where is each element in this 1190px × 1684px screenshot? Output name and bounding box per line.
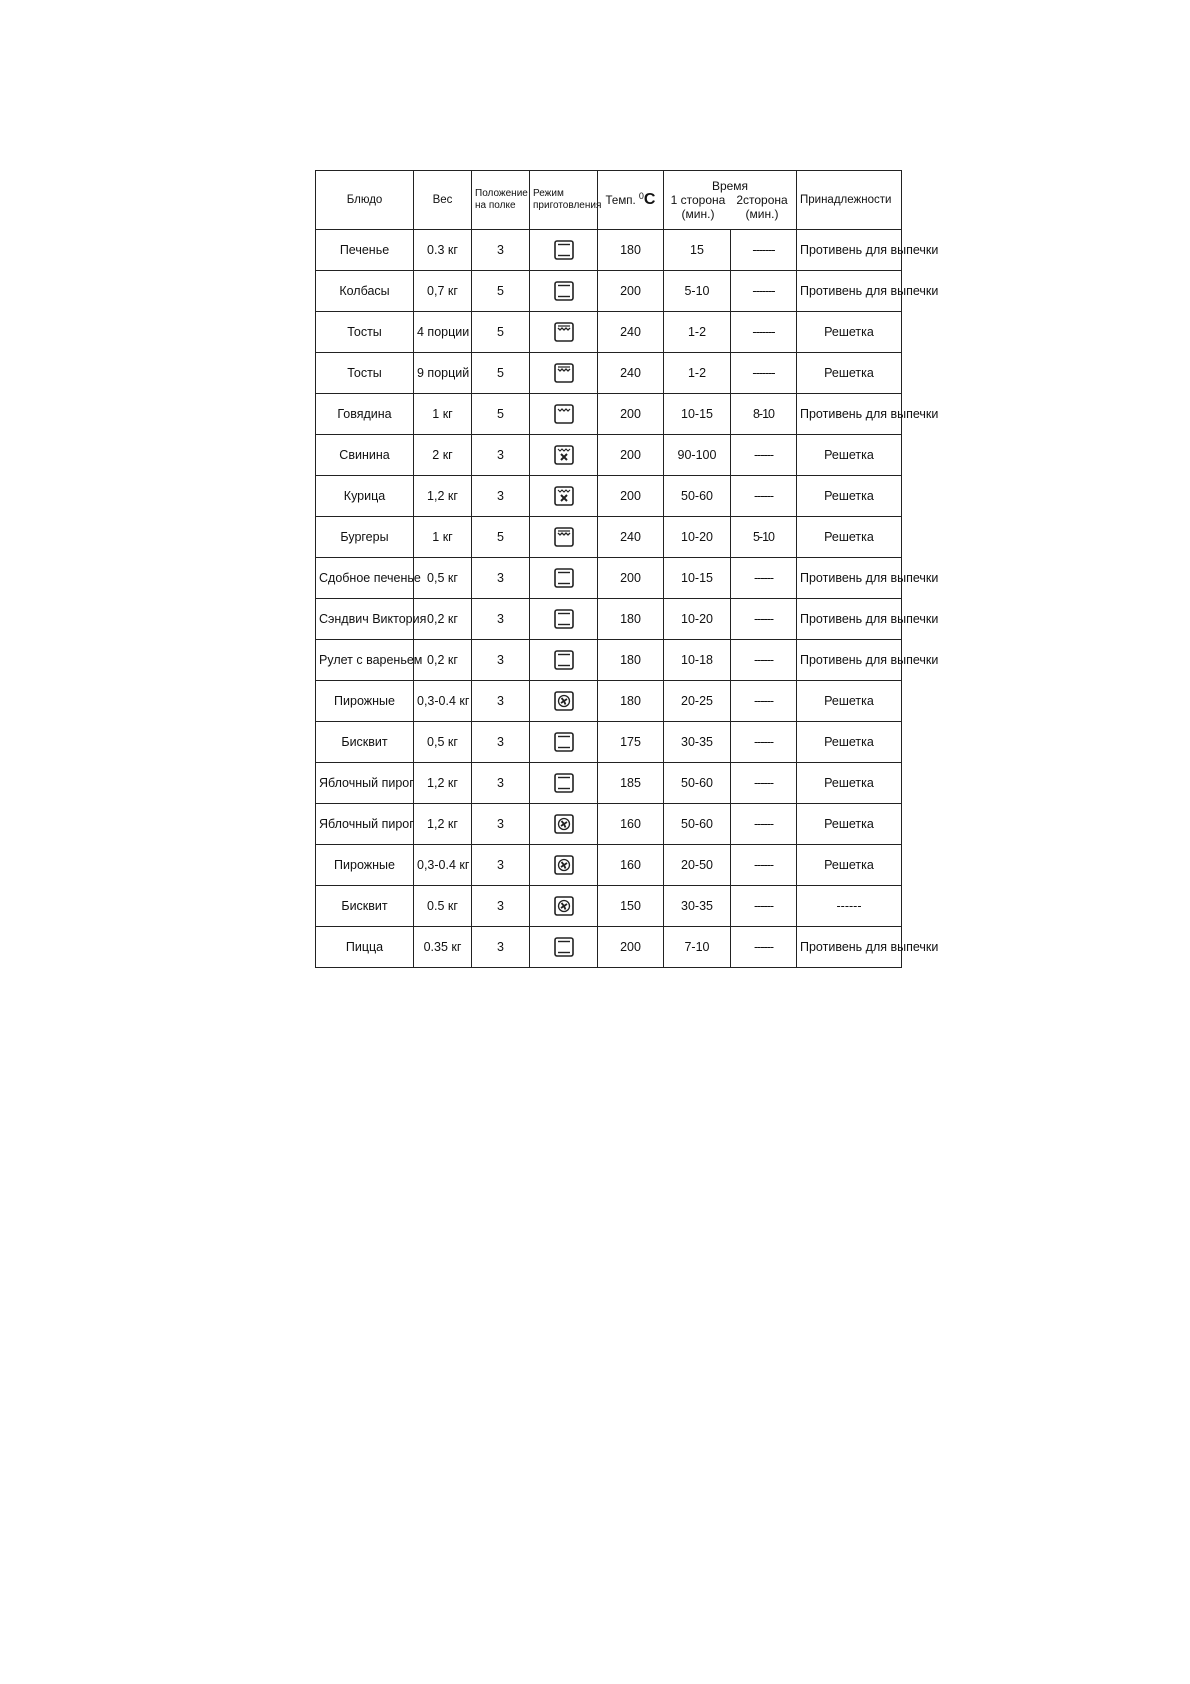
weight-cell: 4 порции bbox=[414, 312, 472, 353]
side2-time-cell: ------ bbox=[731, 804, 797, 845]
mode-cell bbox=[530, 927, 598, 968]
header-temp-prefix: Темп. bbox=[605, 195, 636, 207]
shelf-cell: 5 bbox=[472, 353, 530, 394]
weight-cell: 0.5 кг bbox=[414, 886, 472, 927]
accessories-cell: Решетка bbox=[797, 353, 902, 394]
shelf-cell: 5 bbox=[472, 312, 530, 353]
table-row bbox=[316, 722, 902, 763]
accessories-cell: Противень для выпечки bbox=[797, 927, 902, 968]
side2-time-cell: ------- bbox=[731, 353, 797, 394]
dish-cell: Пирожные bbox=[316, 845, 414, 886]
side1-time-cell: 30-35 bbox=[664, 722, 731, 763]
mode-cell bbox=[530, 845, 598, 886]
mode-cell bbox=[530, 394, 598, 435]
weight-cell: 1,2 кг bbox=[414, 804, 472, 845]
table-row bbox=[316, 845, 902, 886]
conventional-icon bbox=[553, 280, 575, 302]
table-row bbox=[316, 763, 902, 804]
dish-cell: Рулет с вареньем bbox=[316, 640, 414, 681]
dish-cell: Сэндвич Виктория bbox=[316, 599, 414, 640]
temperature-cell: 180 bbox=[598, 681, 664, 722]
dish-cell: Бисквит bbox=[316, 886, 414, 927]
accessories-cell: Противень для выпечки bbox=[797, 271, 902, 312]
dish-cell: Яблочный пирог bbox=[316, 763, 414, 804]
accessories-cell: Решетка bbox=[797, 845, 902, 886]
dish-cell: Бургеры bbox=[316, 517, 414, 558]
shelf-cell: 5 bbox=[472, 271, 530, 312]
dish-cell: Сдобное печенье bbox=[316, 558, 414, 599]
conventional-icon bbox=[553, 731, 575, 753]
shelf-cell: 3 bbox=[472, 230, 530, 271]
header-dish: Блюдо bbox=[316, 171, 414, 230]
temperature-cell: 175 bbox=[598, 722, 664, 763]
shelf-cell: 3 bbox=[472, 927, 530, 968]
mode-cell bbox=[530, 312, 598, 353]
conventional-icon bbox=[553, 649, 575, 671]
side1-time-cell: 30-35 bbox=[664, 886, 731, 927]
mode-cell bbox=[530, 804, 598, 845]
temperature-cell: 240 bbox=[598, 353, 664, 394]
accessories-cell: ------ bbox=[797, 886, 902, 927]
accessories-cell: Противень для выпечки bbox=[797, 558, 902, 599]
side1-time-cell: 1-2 bbox=[664, 353, 731, 394]
side1-time-cell: 10-15 bbox=[664, 394, 731, 435]
mode-cell bbox=[530, 517, 598, 558]
fan-icon bbox=[553, 895, 575, 917]
mode-cell bbox=[530, 476, 598, 517]
grill-icon bbox=[553, 362, 575, 384]
header-mode-label: Режим приготовления bbox=[533, 188, 602, 211]
weight-cell: 1 кг bbox=[414, 517, 472, 558]
side1-time-cell: 15 bbox=[664, 230, 731, 271]
table-row bbox=[316, 599, 902, 640]
table-row bbox=[316, 681, 902, 722]
mode-cell bbox=[530, 271, 598, 312]
side2-time-cell: ------ bbox=[731, 763, 797, 804]
accessories-cell: Противень для выпечки bbox=[797, 599, 902, 640]
turbo-grill-icon bbox=[553, 444, 575, 466]
temperature-cell: 240 bbox=[598, 312, 664, 353]
weight-cell: 0,5 кг bbox=[414, 558, 472, 599]
mode-cell bbox=[530, 763, 598, 804]
mode-cell bbox=[530, 435, 598, 476]
temperature-cell: 240 bbox=[598, 517, 664, 558]
conventional-icon bbox=[553, 567, 575, 589]
weight-cell: 0,3-0.4 кг bbox=[414, 845, 472, 886]
mode-cell bbox=[530, 886, 598, 927]
shelf-cell: 3 bbox=[472, 804, 530, 845]
weight-cell: 0.35 кг bbox=[414, 927, 472, 968]
side2-time-cell: ------ bbox=[731, 558, 797, 599]
mode-cell bbox=[530, 353, 598, 394]
accessories-cell: Решетка bbox=[797, 681, 902, 722]
dish-cell: Тосты bbox=[316, 353, 414, 394]
grill-icon bbox=[553, 526, 575, 548]
temperature-cell: 200 bbox=[598, 927, 664, 968]
shelf-cell: 3 bbox=[472, 886, 530, 927]
shelf-cell: 3 bbox=[472, 558, 530, 599]
accessories-cell: Решетка bbox=[797, 804, 902, 845]
header-shelf bbox=[472, 171, 530, 230]
table-row bbox=[316, 271, 902, 312]
accessories-cell: Противень для выпечки bbox=[797, 640, 902, 681]
temperature-cell: 150 bbox=[598, 886, 664, 927]
header-temp-unit: C bbox=[643, 191, 656, 208]
side2-time-cell: ------ bbox=[731, 599, 797, 640]
header-accessories: Принадлежности bbox=[797, 171, 902, 230]
header-side1: 1 сторона (мин.) bbox=[670, 193, 726, 221]
side1-time-cell: 50-60 bbox=[664, 763, 731, 804]
header-time-label: Время bbox=[711, 179, 749, 193]
side1-time-cell: 10-15 bbox=[664, 558, 731, 599]
side2-time-cell: ------ bbox=[731, 886, 797, 927]
table-row bbox=[316, 804, 902, 845]
table-row bbox=[316, 476, 902, 517]
header-temperature bbox=[598, 171, 664, 230]
side2-time-cell: ------ bbox=[731, 927, 797, 968]
mode-cell bbox=[530, 558, 598, 599]
side1-time-cell: 5-10 bbox=[664, 271, 731, 312]
conventional-icon bbox=[553, 608, 575, 630]
shelf-cell: 5 bbox=[472, 394, 530, 435]
table-row bbox=[316, 312, 902, 353]
accessories-cell: Противень для выпечки bbox=[797, 394, 902, 435]
dish-cell: Колбасы bbox=[316, 271, 414, 312]
conventional-icon bbox=[553, 239, 575, 261]
weight-cell: 0,2 кг bbox=[414, 599, 472, 640]
side2-time-cell: ------ bbox=[731, 435, 797, 476]
side2-time-cell: ------- bbox=[731, 230, 797, 271]
top-heat-icon bbox=[553, 403, 575, 425]
dish-cell: Яблочный пирог bbox=[316, 804, 414, 845]
weight-cell: 0,7 кг bbox=[414, 271, 472, 312]
table-row bbox=[316, 517, 902, 558]
shelf-cell: 3 bbox=[472, 845, 530, 886]
grill-icon bbox=[553, 321, 575, 343]
shelf-cell: 3 bbox=[472, 681, 530, 722]
temperature-cell: 180 bbox=[598, 599, 664, 640]
accessories-cell: Решетка bbox=[797, 435, 902, 476]
side2-time-cell: ------ bbox=[731, 476, 797, 517]
weight-cell: 1,2 кг bbox=[414, 763, 472, 804]
temperature-cell: 200 bbox=[598, 435, 664, 476]
accessories-cell: Решетка bbox=[797, 312, 902, 353]
conventional-icon bbox=[553, 936, 575, 958]
shelf-cell: 3 bbox=[472, 640, 530, 681]
table-row bbox=[316, 886, 902, 927]
turbo-grill-icon bbox=[553, 485, 575, 507]
side1-time-cell: 90-100 bbox=[664, 435, 731, 476]
table-row bbox=[316, 230, 902, 271]
weight-cell: 0,3-0.4 кг bbox=[414, 681, 472, 722]
dish-cell: Тосты bbox=[316, 312, 414, 353]
table-row bbox=[316, 353, 902, 394]
mode-cell bbox=[530, 640, 598, 681]
dish-cell: Бисквит bbox=[316, 722, 414, 763]
mode-cell bbox=[530, 722, 598, 763]
dish-cell: Пицца bbox=[316, 927, 414, 968]
side2-time-cell: ------ bbox=[731, 845, 797, 886]
cooking-table-sheet bbox=[315, 170, 939, 968]
dish-cell: Печенье bbox=[316, 230, 414, 271]
accessories-cell: Решетка bbox=[797, 722, 902, 763]
weight-cell: 0,5 кг bbox=[414, 722, 472, 763]
accessories-cell: Решетка bbox=[797, 763, 902, 804]
conventional-icon bbox=[553, 772, 575, 794]
dish-cell: Свинина bbox=[316, 435, 414, 476]
header-shelf-label: Положение на полке bbox=[475, 188, 528, 211]
side1-time-cell: 10-20 bbox=[664, 517, 731, 558]
side1-time-cell: 20-25 bbox=[664, 681, 731, 722]
side1-time-cell: 10-20 bbox=[664, 599, 731, 640]
side2-time-cell: ------- bbox=[731, 271, 797, 312]
accessories-cell: Решетка bbox=[797, 476, 902, 517]
weight-cell: 9 порций bbox=[414, 353, 472, 394]
accessories-cell: Решетка bbox=[797, 517, 902, 558]
side1-time-cell: 20-50 bbox=[664, 845, 731, 886]
side2-time-cell: ------ bbox=[731, 640, 797, 681]
side2-time-cell: ------ bbox=[731, 722, 797, 763]
shelf-cell: 5 bbox=[472, 517, 530, 558]
mode-cell bbox=[530, 681, 598, 722]
temperature-cell: 185 bbox=[598, 763, 664, 804]
temperature-cell: 200 bbox=[598, 394, 664, 435]
temperature-cell: 160 bbox=[598, 845, 664, 886]
side2-time-cell: ------- bbox=[731, 312, 797, 353]
table-row bbox=[316, 927, 902, 968]
side1-time-cell: 50-60 bbox=[664, 476, 731, 517]
fan-icon bbox=[553, 813, 575, 835]
table-header-row bbox=[316, 171, 902, 230]
shelf-cell: 3 bbox=[472, 599, 530, 640]
table-row bbox=[316, 558, 902, 599]
header-weight: Вес bbox=[414, 171, 472, 230]
side1-time-cell: 10-18 bbox=[664, 640, 731, 681]
weight-cell: 1,2 кг bbox=[414, 476, 472, 517]
fan-icon bbox=[553, 854, 575, 876]
temperature-cell: 180 bbox=[598, 230, 664, 271]
weight-cell: 0,2 кг bbox=[414, 640, 472, 681]
weight-cell: 0.3 кг bbox=[414, 230, 472, 271]
shelf-cell: 3 bbox=[472, 722, 530, 763]
dish-cell: Пирожные bbox=[316, 681, 414, 722]
cooking-table bbox=[315, 170, 939, 968]
weight-cell: 1 кг bbox=[414, 394, 472, 435]
header-time bbox=[664, 171, 797, 230]
dish-cell: Курица bbox=[316, 476, 414, 517]
temperature-cell: 180 bbox=[598, 640, 664, 681]
fan-icon bbox=[553, 690, 575, 712]
side1-time-cell: 7-10 bbox=[664, 927, 731, 968]
shelf-cell: 3 bbox=[472, 763, 530, 804]
temperature-cell: 160 bbox=[598, 804, 664, 845]
dish-cell: Говядина bbox=[316, 394, 414, 435]
table-row bbox=[316, 435, 902, 476]
side2-time-cell: 8-10 bbox=[731, 394, 797, 435]
side1-time-cell: 50-60 bbox=[664, 804, 731, 845]
accessories-cell: Противень для выпечки bbox=[797, 230, 902, 271]
side2-time-cell: ------ bbox=[731, 681, 797, 722]
shelf-cell: 3 bbox=[472, 476, 530, 517]
temperature-cell: 200 bbox=[598, 476, 664, 517]
header-temp-degree: 0 bbox=[638, 191, 644, 202]
header-mode bbox=[530, 171, 602, 230]
shelf-cell: 3 bbox=[472, 435, 530, 476]
side2-time-cell: 5-10 bbox=[731, 517, 797, 558]
temperature-cell: 200 bbox=[598, 271, 664, 312]
temperature-cell: 200 bbox=[598, 558, 664, 599]
table-row bbox=[316, 394, 902, 435]
side1-time-cell: 1-2 bbox=[664, 312, 731, 353]
weight-cell: 2 кг bbox=[414, 435, 472, 476]
header-side2: 2сторона (мин.) bbox=[736, 193, 788, 221]
table-row bbox=[316, 640, 902, 681]
mode-cell bbox=[530, 599, 598, 640]
mode-cell bbox=[530, 230, 598, 271]
